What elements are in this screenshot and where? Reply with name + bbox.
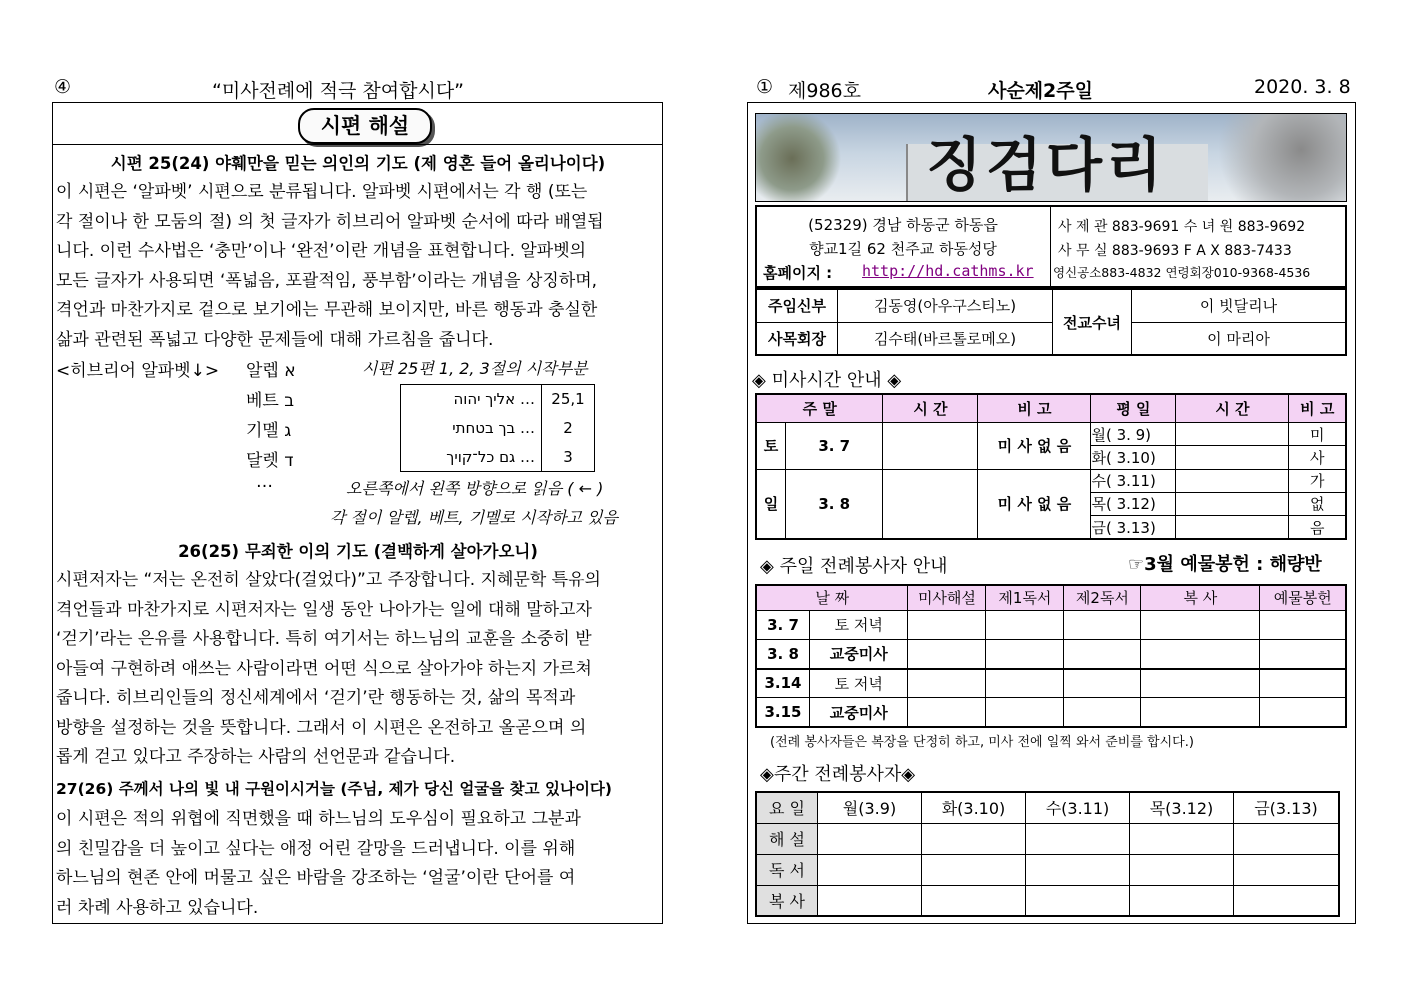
weekly-header: 수(3.11)	[1026, 792, 1130, 823]
table-cell	[1026, 885, 1130, 916]
weekday-time	[1176, 422, 1289, 445]
p1-line: 니다. 이런 수사법은 ‘충만’이나 ‘완전’이란 개념을 표현합니다. 알파벳의	[56, 241, 587, 261]
p1-heading: 시편 25(24) 야훼만을 믿는 의인의 기도 (제 영혼 들어 올리나이다)	[110, 154, 606, 173]
weekend-date: 3. 8	[786, 469, 883, 539]
p3-line: 의 친밀감을 더 높이고 싶다는 애정 어린 갈망을 드러냅니다. 이를 위해	[56, 838, 576, 859]
servers-date: 3. 8	[756, 639, 810, 668]
p2-line: 시편저자는 “저는 온전히 살았다(걸었다)”고 주장합니다. 지혜문학 특유의	[56, 570, 601, 590]
weekly-header: 금(3.13)	[1234, 792, 1340, 823]
weekend-note: 미 사 없 음	[978, 422, 1091, 469]
verse-text: גם כל־קויך …	[446, 447, 535, 466]
mass-header: 비 고	[1289, 394, 1346, 422]
phone-line: 사 무 실 883-9693 F A X 883-7433	[1058, 243, 1292, 259]
staff-name: 김동영(아우구스티노)	[838, 289, 1053, 322]
issue-number: 제986호	[788, 80, 861, 102]
servers-footnote: (전례 봉사자들은 복장을 단정히 하고, 미사 전에 일찍 와서 준비를 합시다.)	[770, 735, 1194, 750]
table-cell	[1141, 610, 1260, 639]
verse-text: אליך יהוה …	[453, 390, 535, 409]
servers-date: 3. 7	[756, 610, 810, 639]
verse-num: 3	[542, 442, 595, 471]
weekend-time	[883, 469, 978, 539]
servers-date: 3.14	[756, 669, 810, 698]
p2-line: ‘걷기’라는 은유를 사용합니다. 특히 여기서는 하느님의 교훈을 소중히 받	[56, 629, 592, 649]
weekend-date: 3. 7	[786, 422, 883, 469]
table-cell	[1260, 669, 1346, 698]
weekday-note: 가	[1289, 469, 1346, 492]
servers-date: 3.15	[756, 698, 810, 727]
table-cell	[908, 610, 986, 639]
servers-header: 제1독서	[986, 585, 1064, 610]
reading-direction-note: 오른쪽에서 왼쪽 방향으로 읽음 ( ← )	[346, 479, 604, 498]
sister-name: 이 마리아	[1132, 322, 1347, 355]
weekday-time	[1176, 469, 1289, 492]
weekend-day: 토	[756, 422, 786, 469]
mass-header: 평 일	[1091, 394, 1176, 422]
sister-name: 이 빗달리나	[1132, 289, 1347, 322]
weekend-time	[883, 422, 978, 469]
table-cell	[818, 854, 922, 885]
masthead-banner	[755, 113, 1347, 202]
info-divider	[1050, 205, 1051, 288]
weekday-date: 목( 3.12)	[1091, 492, 1176, 515]
table-cell	[1141, 698, 1260, 727]
weekly-header: 월(3.9)	[818, 792, 922, 823]
table-cell	[1260, 698, 1346, 727]
table-cell	[1234, 823, 1340, 854]
p3-line: 이 시편은 적의 위협에 직면했을 때 하느님의 도우심이 필요하고 그분과	[56, 809, 581, 829]
homepage-link[interactable]: http://hd.cathms.kr	[862, 262, 1034, 280]
p1-line: 각 절이나 한 모둠의 절) 의 첫 글자가 히브리어 알파벳 순서에 따라 배열됩	[56, 211, 604, 232]
weekday-time	[1176, 446, 1289, 469]
weekday-note: 사	[1289, 446, 1346, 469]
offering-note: ☞3월 예물봉헌 : 해량반	[1128, 554, 1322, 575]
verse-text: בך בטחתי …	[452, 418, 535, 437]
right-page-number: ①	[756, 76, 774, 98]
table-cell	[1260, 639, 1346, 668]
weekday-note: 없	[1289, 492, 1346, 515]
newsletter-title: 징검다리	[926, 131, 1167, 199]
weekend-day: 일	[756, 469, 786, 539]
weekly-header: 요 일	[756, 792, 818, 823]
p2-line: 아들여 구현하려 애쓰는 사람이라면 어떤 식으로 살아가야 하는지 가르쳐	[56, 658, 592, 679]
p1-line: 삶과 관련된 폭넓고 다양한 문제들에 대해 가르침을 줍니다.	[56, 329, 494, 350]
servers-mass: 교중미사	[810, 698, 908, 727]
weekday-note: 음	[1289, 516, 1346, 539]
letter-aleph: 알렙 א	[246, 361, 296, 381]
table-cell	[986, 610, 1064, 639]
staff-table	[755, 288, 1347, 356]
p1-line: 이 시편은 ‘알파벳’ 시편으로 분류됩니다. 알파벳 시편에서는 각 행 (또는	[56, 182, 588, 202]
table-cell	[1260, 610, 1346, 639]
servers-mass: 토 저녁	[810, 610, 908, 639]
staff-name: 김수태(바르톨로메오)	[838, 322, 1053, 355]
letter-gimel: 기멜 ג	[246, 421, 292, 441]
mass-header: 시 간	[1176, 394, 1289, 422]
sister-role: 전교수녀	[1053, 289, 1132, 355]
servers-header: 예물봉헌	[1260, 585, 1346, 610]
weekly-role: 복 사	[756, 885, 818, 916]
weekday-date: 금( 3.13)	[1091, 516, 1176, 539]
weekday-date: 월( 3. 9)	[1091, 422, 1176, 445]
weekend-note: 미 사 없 음	[978, 469, 1091, 539]
title-divider	[52, 144, 663, 145]
table-cell	[818, 885, 922, 916]
verse-num: 2	[542, 414, 595, 443]
table-cell	[1234, 885, 1340, 916]
table-cell	[1234, 854, 1340, 885]
mass-header: 비 고	[978, 394, 1091, 422]
servers-header: 제2독서	[1064, 585, 1141, 610]
letter-more: …	[256, 472, 273, 492]
weekday-date: 수( 3.11)	[1091, 469, 1176, 492]
p2-line: 격언들과 마찬가지로 시편저자는 일생 동안 나아가는 일에 대해 말하고자	[56, 599, 592, 620]
phone-line: 영신공소883-4832 연령회장010-9368-4536	[1053, 265, 1311, 280]
mass-times-title: ◈ 미사시간 안내 ◈	[752, 370, 902, 391]
alphabet-label: <히브리어 알파벳↓>	[56, 361, 220, 381]
homepage-label: 홈페이지 :	[763, 264, 833, 282]
p2-line: 줍니다. 히브리인들의 정신세계에서 ‘걷기’란 행동하는 것, 삶의 목적과	[56, 688, 576, 708]
header-motto: “미사전례에 적극 참여합시다”	[212, 80, 465, 102]
letter-bet: 베트 ב	[246, 391, 295, 411]
p1-line: 격언과 마찬가지로 겉으로 보기에는 무관해 보이지만, 바른 행동과 충실한	[56, 300, 598, 320]
table-cell	[1130, 854, 1234, 885]
staff-role: 사목회장	[756, 322, 838, 355]
table-cell	[1064, 639, 1141, 668]
tree-image	[756, 114, 846, 202]
table-cell	[818, 823, 922, 854]
table-cell	[1026, 854, 1130, 885]
verse-num: 25,1	[542, 385, 595, 414]
table-cell	[922, 885, 1026, 916]
p3-line: 러 차례 사용하고 있습니다.	[56, 897, 259, 918]
p3-line: 하느님의 현존 안에 머물고 싶은 바람을 강조하는 ‘얼굴’이란 단어를 여	[56, 868, 576, 888]
servers-title: ◈ 주일 전례봉사자 안내	[760, 556, 948, 577]
mass-header: 주 말	[756, 394, 883, 422]
servers-header: 복 사	[1141, 585, 1260, 610]
table-cell	[1141, 669, 1260, 698]
table-cell	[986, 698, 1064, 727]
table-cell	[922, 854, 1026, 885]
servers-mass: 토 저녁	[810, 669, 908, 698]
alphabet-note: 각 절이 알렙, 베트, 기멜로 시작하고 있음	[330, 508, 618, 527]
servers-header: 미사해설	[908, 585, 986, 610]
table-cell	[908, 669, 986, 698]
servers-header: 날 짜	[756, 585, 908, 610]
weekday-time	[1176, 516, 1289, 539]
p3-heading: 27(26) 주께서 나의 빛 내 구원이시거늘 (주님, 제가 당신 얼굴을 찾고 있나이다)	[56, 780, 612, 798]
staff-role: 주임신부	[756, 289, 838, 322]
weekly-header: 화(3.10)	[922, 792, 1026, 823]
p2-line: 방향을 설정하는 것을 뜻합니다. 그래서 이 시편은 온전하고 올곧으며 의	[56, 717, 587, 738]
mass-header: 시 간	[883, 394, 978, 422]
weekly-role: 독 서	[756, 854, 818, 885]
table-cell	[908, 639, 986, 668]
table-cell	[1064, 669, 1141, 698]
p1-line: 모든 글자가 사용되면 ‘폭넓음, 포괄적임, 풍부함’이라는 개념을 상징하며,	[56, 270, 598, 291]
table-cell	[1130, 885, 1234, 916]
weekday-date: 화( 3.10)	[1091, 446, 1176, 469]
p2-line: 롭게 걷고 있다고 주장하는 사람의 선언문과 같습니다.	[56, 747, 456, 767]
letter-dalet: 달렛 ד	[246, 451, 294, 471]
weekday-time	[1176, 492, 1289, 515]
verse-caption: 시편 25편 1, 2, 3절의 시작부분	[362, 359, 588, 378]
table-cell	[986, 639, 1064, 668]
section-title: 시편 해설	[298, 108, 432, 144]
weekly-servers-table	[755, 791, 1340, 917]
verse-table	[400, 384, 595, 472]
table-cell	[986, 669, 1064, 698]
p2-heading: 26(25) 무죄한 이의 기도 (결백하게 살아가오니)	[178, 542, 538, 561]
issue-date: 2020. 3. 8	[1254, 76, 1351, 98]
phone-line: 사 제 관 883-9691 수 녀 원 883-9692	[1058, 219, 1306, 235]
table-cell	[1026, 823, 1130, 854]
table-cell	[1064, 610, 1141, 639]
address-line: 향교1길 62 천주교 하동성당	[809, 240, 997, 258]
mass-times-table	[755, 393, 1347, 540]
sunday-title: 사순제2주일	[988, 80, 1093, 102]
address-line: (52329) 경남 하동군 하동읍	[808, 216, 998, 234]
table-cell	[1064, 698, 1141, 727]
left-page-number: ④	[54, 76, 72, 98]
table-cell	[922, 823, 1026, 854]
table-cell	[1141, 639, 1260, 668]
weekly-header: 목(3.12)	[1130, 792, 1234, 823]
table-cell	[1130, 823, 1234, 854]
tree-image	[1196, 114, 1346, 202]
weekly-servers-title: ◈주간 전례봉사자◈	[760, 764, 916, 785]
weekday-note: 미	[1289, 422, 1346, 445]
servers-table	[755, 584, 1347, 728]
table-cell	[908, 698, 986, 727]
weekly-role: 해 설	[756, 823, 818, 854]
servers-mass: 교중미사	[810, 639, 908, 668]
